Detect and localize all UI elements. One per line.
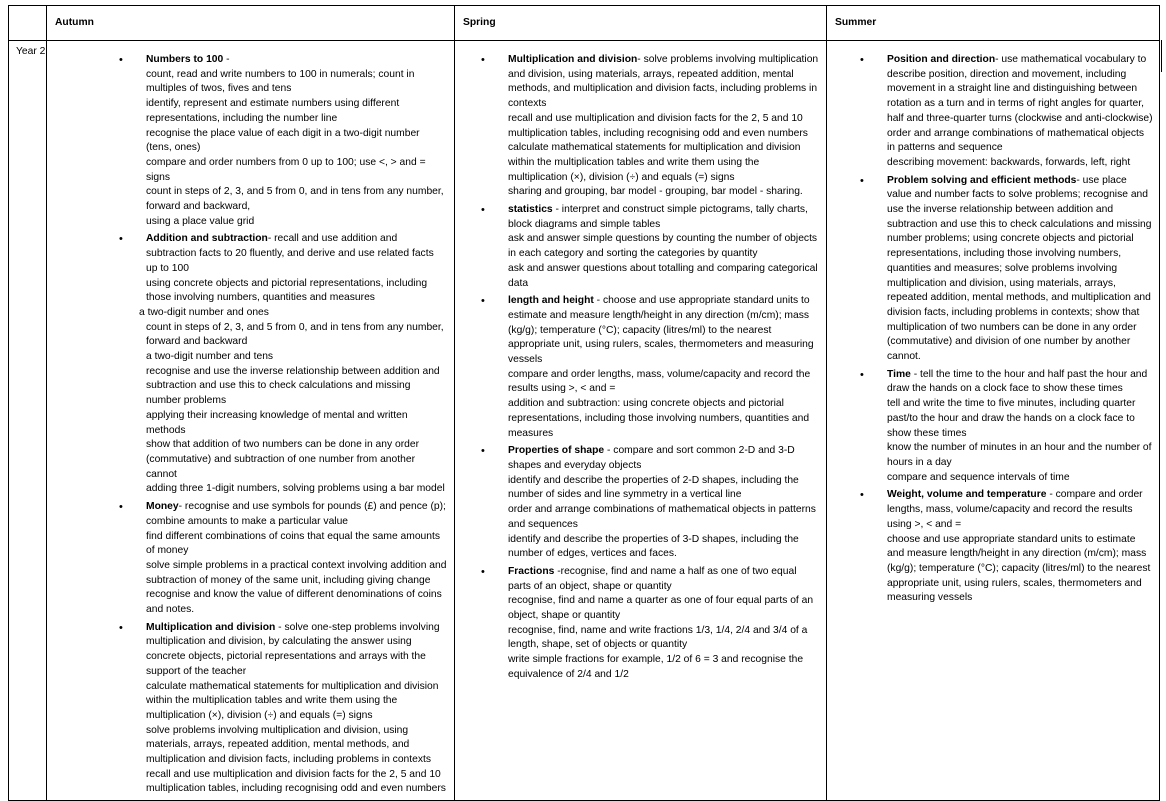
bullet-icon: • [481, 295, 485, 308]
topic-title: Problem solving and efficient methods [887, 174, 1077, 186]
topic-lead: - use place value and number facts to solve problems; recognise and use the inverse relationship between addition and subtraction and use this to check calculations and missing number problems; using concrete objects and pictorial representations, including those involving numbers, quantities and measures; solve problems involving multiplication and division, using materials, arrays, repeated addition, mental methods, and multiplication and division facts, including problems in contexts; show that multiplication of two numbers can be done in any order (commutative) and division of one number by another cannot. [887, 174, 1152, 363]
topic-detail-line: recognise the place value of each digit in a two-digit number (tens, ones) [146, 127, 420, 154]
topic-detail-line: order and arrange combinations of mathematical objects in patterns and sequences [508, 504, 816, 530]
header-spring: Spring [455, 6, 827, 41]
topic-detail-line: using concrete objects and pictorial representations, including those involving numbers, quantities and measures [146, 277, 428, 304]
autumn-topic-item [119, 232, 448, 497]
topic-detail-line: using a place value grid [146, 215, 255, 227]
topic-lead: - interpret and construct simple pictograms, tally charts, block diagrams and simple tables [508, 204, 808, 230]
year-2-row [9, 41, 1160, 801]
topic-title: statistics [508, 204, 553, 216]
topic-detail-line: ask and answer questions about totalling and comparing categorical data [508, 262, 818, 289]
spring-topic-list [455, 41, 826, 683]
topic-detail-line: ask and answer simple questions by counting the number of objects in each category and sorting the categories by quantity [508, 233, 818, 260]
topic-title: length and height [508, 295, 594, 307]
topic-title: Multiplication and division [146, 621, 276, 633]
topic-detail-line: calculate mathematical statements for multiplication and division within the multiplication tables and write them using the multiplication (×), division (÷) and equals (=) signs [146, 680, 439, 721]
topic-detail-line: adding three 1-digit numbers, solving problems using a bar model [146, 483, 445, 495]
topic-detail-line: solve simple problems in a practical context involving addition and subtraction of money of the same unit, including giving change [146, 559, 447, 586]
topic-detail-line: recognise, find and name a quarter as one of four equal parts of an object, shape or quantity [508, 595, 814, 622]
topic-detail-line: order and arrange combinations of mathematical objects in patterns and sequence [887, 127, 1144, 154]
topic-detail-line: applying their increasing knowledge of mental and written methods [146, 409, 408, 436]
topic-title: Fractions [508, 565, 555, 577]
autumn-topic-item [119, 53, 448, 229]
topic-title: Addition and subtraction [146, 233, 268, 245]
topic-lead: - compare and sort common 2-D and 3-D shapes and everyday objects [508, 445, 795, 471]
topic-detail-line: recognise and know the value of different denominations of coins and notes. [146, 589, 442, 616]
topic-detail-line: describing movement: backwards, forwards, left, right [887, 156, 1131, 168]
bullet-icon: • [481, 565, 485, 578]
spring-cell [455, 41, 827, 801]
spring-topic-item [481, 203, 820, 291]
summer-topic-item [860, 53, 1153, 171]
bullet-icon: • [860, 489, 864, 502]
bullet-icon: • [119, 501, 123, 514]
topic-lead: - solve problems involving multiplication and division, using materials, arrays, repeated addition, mental methods, and multiplication and division facts, including problems in contexts [508, 54, 819, 110]
topic-title: Money [146, 501, 179, 513]
autumn-topic-item [119, 500, 448, 618]
topic-detail-line: identify, represent and estimate numbers using different representations, including the number line [146, 98, 400, 124]
topic-detail-line: identify and describe the properties of 3-D shapes, including the number of edges, vertices and faces. [508, 533, 799, 560]
topic-detail-line: solve problems involving multiplication and division, using materials, arrays, repeated addition, mental methods, and multiplication and division facts, including problems in contexts [146, 724, 432, 766]
autumn-cell [47, 41, 455, 801]
topic-detail-line: addition and subtraction: using concrete objects and pictorial representations, including those involving numbers, quantities and measures [508, 398, 810, 439]
topic-title: Time [887, 368, 911, 380]
topic-detail-line: tell and write the time to five minutes, including quarter past/to the hour and draw the hands on a clock face to show these times [887, 398, 1136, 439]
year-label: Year 2 [9, 41, 47, 801]
topic-detail-line: know the number of minutes in an hour and the number of hours in a day [887, 442, 1152, 468]
header-blank-cell [9, 6, 47, 41]
topic-detail-line: find different combinations of coins that equal the same amounts of money [146, 530, 441, 557]
bullet-icon: • [119, 54, 123, 66]
autumn-topic-list [47, 41, 454, 797]
topic-lead: - use mathematical vocabulary to describe position, direction and movement, including movement in a straight line and distinguishing between rotation as a turn and in terms of right angles for quarter, half and three-quarter turns (clockwise and anti-clockwise) [887, 54, 1153, 124]
header-autumn: Autumn [47, 6, 455, 41]
topic-detail-line: compare and order lengths, mass, volume/capacity and record the results using >, < and = [508, 368, 811, 395]
topic-detail-line: write simple fractions for example, 1/2 of 6 = 3 and recognise the equivalence of 2/4 and 1/2 [508, 654, 804, 680]
bullet-icon: • [119, 621, 123, 634]
header-row [9, 6, 1160, 41]
topic-detail-line: identify and describe the properties of 2-D shapes, including the number of sides and line symmetry in a vertical line [508, 474, 799, 501]
bullet-icon: • [481, 204, 485, 217]
topic-title: Multiplication and division [508, 54, 638, 65]
topic-detail-line: calculate mathematical statements for multiplication and division within the multiplication tables and write them using the multiplication (×), division (÷) and equals (=) signs [508, 142, 801, 183]
summer-topic-item [860, 368, 1153, 486]
topic-detail-line: a two-digit number and tens [146, 351, 274, 363]
bullet-icon: • [860, 368, 864, 381]
topic-title: Numbers to 100 [146, 54, 224, 65]
bullet-icon: • [481, 445, 485, 458]
topic-title: Position and direction [887, 54, 996, 65]
bullet-icon: • [860, 174, 864, 187]
bullet-icon: • [860, 54, 864, 66]
topic-lead: - recognise and use symbols for pounds (£) and pence (p); combine amounts to make a particular value [146, 501, 446, 527]
spring-topic-item [481, 53, 820, 200]
topic-detail-line: show that addition of two numbers can be done in any order (commutative) and subtraction of one number from another cannot [146, 439, 420, 480]
topic-detail-line: recognise and use the inverse relationship between addition and subtraction and use this to check calculations and missing number problems [146, 365, 440, 407]
topic-detail-line: compare and sequence intervals of time [887, 471, 1070, 483]
topic-detail-line: recall and use multiplication and division facts for the 2, 5 and 10 multiplication tables, including recognising odd and even numbers [146, 768, 446, 795]
spring-topic-item [481, 294, 820, 441]
bullet-icon: • [119, 233, 123, 246]
stray-border-line [1161, 40, 1162, 72]
autumn-topic-item [119, 621, 448, 797]
topic-lead: - choose and use appropriate standard units to estimate and measure length/height in any direction (m/cm); mass (kg/g); temperature (°C); capacity (litres/ml) to the nearest appropriate unit, using rulers, scales, thermometers and measuring vessels [508, 295, 814, 366]
topic-lead: - tell the time to the hour and half past the hour and draw the hands on a clock face to show these times [887, 368, 1148, 395]
summer-topic-item [860, 174, 1153, 365]
summer-topic-list [827, 41, 1159, 606]
topic-detail-line: sharing and grouping, bar model - grouping, bar model - sharing. [508, 186, 803, 198]
curriculum-table [8, 5, 1160, 801]
topic-detail-line: a two-digit number and ones [139, 306, 269, 318]
topic-title: Weight, volume and temperature [887, 489, 1047, 501]
topic-lead: - compare and order lengths, mass, volume/capacity and record the results using >, < and = [887, 489, 1143, 530]
spring-topic-item [481, 565, 820, 683]
bullet-icon: • [481, 54, 485, 66]
header-summer: Summer [827, 6, 1160, 41]
topic-detail-line: choose and use appropriate standard units to estimate and measure length/height in any direction (m/cm); mass (kg/g); temperature (°C); capacity (litres/ml) to the nearest appropriate unit, using rulers, scales, thermometers and measuring vessels [887, 533, 1151, 604]
topic-title: Properties of shape [508, 445, 605, 457]
topic-lead: - [223, 54, 230, 65]
topic-lead: - recall and use addition and subtraction facts to 20 fluently, and derive and use related facts up to 100 [146, 233, 434, 274]
summer-cell [827, 41, 1160, 801]
topic-lead: - solve one-step problems involving multiplication and division, by calculating the answer using concrete objects, pictorial representations and arrays with the support of the teacher [146, 621, 440, 677]
topic-detail-line: recall and use multiplication and division facts for the 2, 5 and 10 multiplication tables, including recognising odd and even numbers [508, 112, 808, 139]
summer-topic-item [860, 488, 1153, 606]
spring-topic-item [481, 444, 820, 562]
topic-detail-line: count in steps of 2, 3, and 5 from 0, and in tens from any number, forward and backward [146, 321, 444, 348]
topic-detail-line: recognise, find, name and write fractions 1/3, 1/4, 2/4 and 3/4 of a length, shape, set of objects or quantity [508, 624, 808, 651]
topic-detail-line: count in steps of 2, 3, and 5 from 0, and in tens from any number, forward and backward, [146, 186, 444, 213]
topic-lead: -recognise, find and name a half as one of two equal parts of an object, shape or quantity [508, 565, 797, 592]
topic-detail-line: count, read and write numbers to 100 in numerals; count in multiples of twos, fives and tens [146, 68, 415, 95]
topic-detail-line: compare and order numbers from 0 up to 100; use <, > and = signs [146, 156, 426, 183]
